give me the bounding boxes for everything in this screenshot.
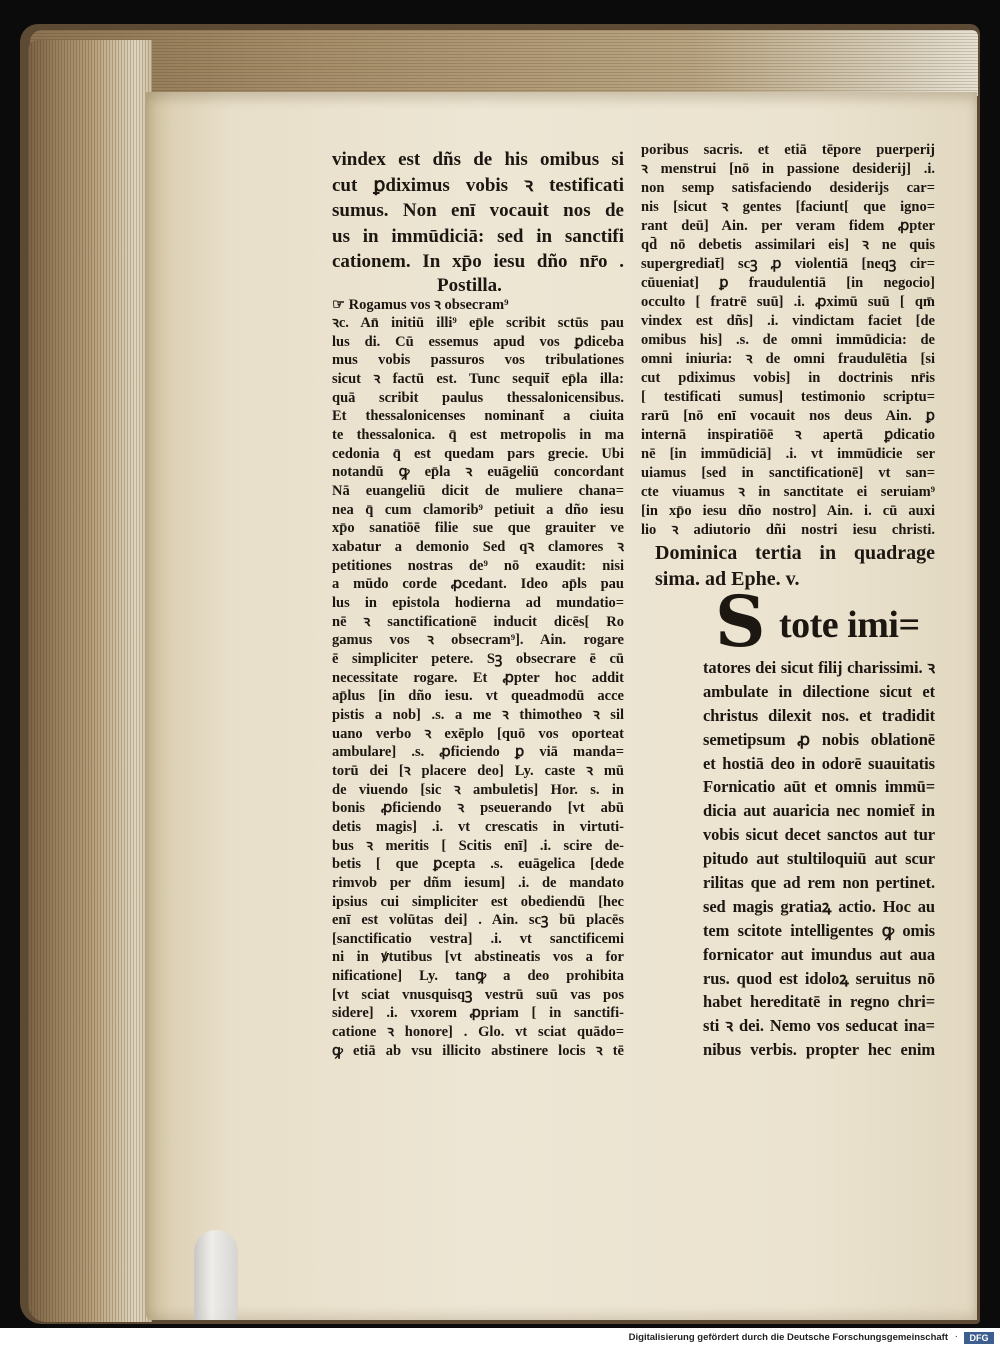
commentary-line: supergrediat̄] scꝫ ꝓ violentiā [neqꝫ cir= (641, 256, 935, 272)
epistle-line: rus. quod est idoloꝝ seruitus nō (703, 968, 935, 988)
page-holder-clip (194, 1230, 238, 1320)
commentary-line: qd̄ nō debetis assimilari eis] ꝛ ne quis (641, 237, 935, 253)
section-heading-line: sima. ad Ephe. v. (655, 568, 800, 590)
epistle-line: sed magis gratiaꝝ actio. Hoc au (703, 896, 935, 916)
commentary-line: ni in ꝟtutibus [vt abstineatis vos a for (332, 949, 624, 966)
commentary-line: pistis a nob] .s. a me ꝛ thimotheo ꝛ sil (332, 706, 624, 723)
commentary-line: mus vobis passuros vos tribulationes (332, 352, 624, 369)
commentary-line: rimvob per dñm iesum] .i. de mandato (332, 874, 624, 891)
epistle-line: semetipsum ꝓ nobis oblationē (703, 729, 935, 749)
commentary-line: lus di. Cū essemus apud vos ꝑdiceba (332, 333, 624, 350)
epistle-line: cationem. In xp̄o iesu dño nr̄o . (332, 251, 624, 272)
funding-credit: Digitalisierung gefördert durch die Deutsche Forschungsgemeinschaft (628, 1332, 948, 1343)
commentary-line: torū dei [ꝛ placere deo] Ly. caste ꝛ mū (332, 762, 624, 779)
page-stack-fore-edge (28, 40, 152, 1322)
commentary-line: cut pdiximus vobis] in doctrinis nr̄is (641, 370, 935, 386)
drop-cap-line (641, 580, 935, 663)
commentary-line: a mūdo corde ꝓcedant. Ideo ap̄ls pau (332, 576, 624, 593)
section-heading-line: Dominica tertia in quadrage (655, 542, 935, 564)
commentary-line: detis magis] .i. vt crescatis in virtuti- (332, 818, 624, 835)
commentary-line: [vt sciat vnusquisqꝫ vestrū suū vas pos (332, 986, 624, 1003)
commentary-line: cedonia q̄ est quedam pars grecie. Ubi (332, 445, 624, 462)
epistle-line: us in immūdiciā: sed in sanctifi (332, 225, 624, 247)
commentary-line: Et thessalonicenses nominant̄ a ciuita (332, 408, 624, 425)
commentary-line: ꝛ menstrui [nō in passione desiderij] .i. (641, 161, 935, 177)
epistle-line: dicia aut auaricia nec nomiet̄ in (703, 801, 935, 821)
commentary-line: sidere] .i. vxorem ꝓpriam [ in sanctifi- (332, 1005, 624, 1022)
commentary-line: lus in epistola hodierna ad mundatio= (332, 595, 624, 611)
epistle-line: et hostiā deo in odorē suauitatis (703, 753, 935, 773)
epistle-line: Fornicatio aūt et omnis immū= (703, 777, 935, 797)
commentary-line: rarū [nō enī vocauit nos deus Ain. ꝑ (641, 408, 935, 424)
commentary-line: internā inspiratiōē ꝛ apertā ꝑdicatio (641, 427, 935, 443)
epistle-line: pitudo aut stultiloquiū aut scur (703, 849, 935, 869)
epistle-line: habet hereditatē in regno chri= (703, 992, 935, 1012)
commentary-line: necessitate rogare. Et ꝓpter hoc addit (332, 669, 624, 686)
commentary-line: te thessalonica. q̄ est metropolis in ma (332, 427, 624, 444)
commentary-line: notandū ꝙ ep̄la ꝛ euāgeliū concordant (332, 464, 624, 481)
commentary-line: vindex est dñs] .i. vindictam faciet [de (641, 313, 935, 329)
digitization-credit-bar (0, 1328, 1000, 1348)
epistle-line: tatores dei sicut filij charissimi. ꝛ (703, 658, 935, 677)
commentary-line: catione ꝛ honore] . Glo. vt sciat quādo= (332, 1024, 624, 1041)
commentary-line: sicut ꝛ factū est. Tunc sequit̄ ep̄la illa: (332, 371, 624, 388)
commentary-line: nificatione] Ly. tanꝙ a deo prohibita (332, 968, 624, 985)
commentary-line: cūueniat] ꝑ fraudulentiā [in negocio] (641, 275, 935, 291)
commentary-line: omni iniuria: ꝛ de omni fraudulētia [si (641, 351, 935, 367)
commentary-line: ☞ Rogamus vos ꝛ obsecram⁹ (332, 296, 509, 313)
commentary-line: nea q̄ cum clamorib⁹ petiuit a dño iesu (332, 501, 624, 518)
commentary-line: petitiones nostras de⁹ nō exaudit: nisi (332, 557, 624, 574)
commentary-line: nis [sicut ꝛ gentes [faciunt[ que igno= (641, 199, 935, 215)
page-stack-top-edge (30, 30, 978, 96)
commentary-line: rant deū] Ain. per veram fidem ꝓpter (641, 218, 935, 234)
commentary-line: bonis ꝓficiendo ꝛ pseuerando [vt abū (332, 800, 624, 817)
epistle-line: ambulate in dilectione sicut et (703, 681, 935, 701)
epistle-line: fornicator aut imundus aut aua (703, 944, 935, 964)
epistle-line: sti ꝛ dei. Nemo vos seducat ina= (703, 1016, 935, 1036)
epistle-line: christus dilexit nos. et tradidit (703, 705, 935, 725)
epistle-line: vindex est dñs de his omibus si (332, 149, 624, 170)
credit-separator: · (954, 1331, 958, 1342)
commentary-line: uiamus [sed in sanctificationē] vt san= (641, 465, 935, 481)
commentary-line: omibus his] .s. de omni immūdicia: de (641, 332, 935, 348)
commentary-line: ꝛc. An̄ initiū illi⁹ ep̄le scribit sctūs pau (332, 315, 624, 332)
commentary-line: ꝙ etiā ab vsu illicito abstinere locis ꝛ tē (332, 1042, 624, 1059)
commentary-line: poribus sacris. et etiā tēpore puerperij (641, 142, 935, 158)
commentary-line: [in xp̄o iesu dño nostro] Ain. i. cū auxi (641, 503, 935, 519)
epistle-line: vobis sicut decet sanctos aut tur (703, 825, 935, 845)
commentary-line: nē ꝛ sanctificationē inducit dicēs[ Ro (332, 613, 624, 630)
commentary-line: betis [ que ꝑcepta .s. euāgelica [dede (332, 856, 624, 873)
commentary-line: ē simpliciter petere. Sꝫ obsecrare ē cū (332, 650, 624, 667)
commentary-line: ambulare] .s. ꝓficiendo ꝑ viā manda= (332, 744, 624, 761)
epistle-line: sumus. Non enī vocauit nos de (332, 200, 624, 221)
commentary-line: cte viuamus ꝛ in sanctitate ei seruiam⁹ (641, 484, 935, 500)
commentary-line: nē [in immūdiciā] .i. vt immūdicie ser (641, 446, 935, 462)
commentary-line: Nā euangeliū dicit de muliere chana= (332, 483, 624, 500)
commentary-line: xabatur a demonio Sed qꝛ clamores ꝛ (332, 539, 624, 556)
commentary-line: ap̄lus [in dño iesu. vt queadmodū acce (332, 688, 624, 705)
commentary-line: non semp satisfaciendo desiderijs car= (641, 180, 935, 196)
epistle-line: cut ꝑdiximus vobis ꝛ testificati (332, 174, 624, 196)
postilla-heading: Postilla. (437, 274, 502, 296)
drop-cap-continuation: tote imi= (779, 604, 920, 646)
epistle-line: rilitas que ad rem non pertinet. (703, 873, 935, 893)
left-column (332, 147, 624, 1060)
commentary-line: occulto [ fratrē suū] .i. ꝓximū suū [ qm̄ (641, 294, 935, 310)
commentary-line: xp̄o sanatiōē filie sue que grauiter ve (332, 520, 624, 537)
epistle-line: nibus verbis. propter hec enim (703, 1040, 935, 1060)
commentary-line: [sanctificatio vestra] .i. vt sanctificemi (332, 930, 624, 947)
commentary-line: uano verbo ꝛ exēplo [quō vos oporteat (332, 725, 624, 742)
epistle-line: tem scitote intelligentes ꝙ omis (703, 920, 935, 940)
commentary-line: quā scribit paulus thessalonicensibus. (332, 389, 624, 406)
commentary-line: de viuendo [sic ꝛ ambuletis] Hor. s. in (332, 781, 624, 798)
commentary-line: lio ꝛ adiutorio dñi nostri iesu christi. (641, 522, 935, 538)
commentary-line: enī est volūtas dei] . Ain. scꝫ bū placēs (332, 912, 624, 929)
drop-cap-initial: S (715, 580, 766, 663)
commentary-line: [ testificati sumus] testimonio scriptu= (641, 389, 935, 405)
right-column (641, 141, 935, 1062)
commentary-line: gamus vos ꝛ obsecram⁹]. Ain. rogare (332, 632, 624, 649)
dfg-logo: DFG (964, 1332, 994, 1344)
commentary-line: ipsius cui simpliciter est obediendū [hec (332, 893, 624, 910)
commentary-line: bus ꝛ meritis [ Scitis enī] .i. scire de- (332, 837, 624, 854)
